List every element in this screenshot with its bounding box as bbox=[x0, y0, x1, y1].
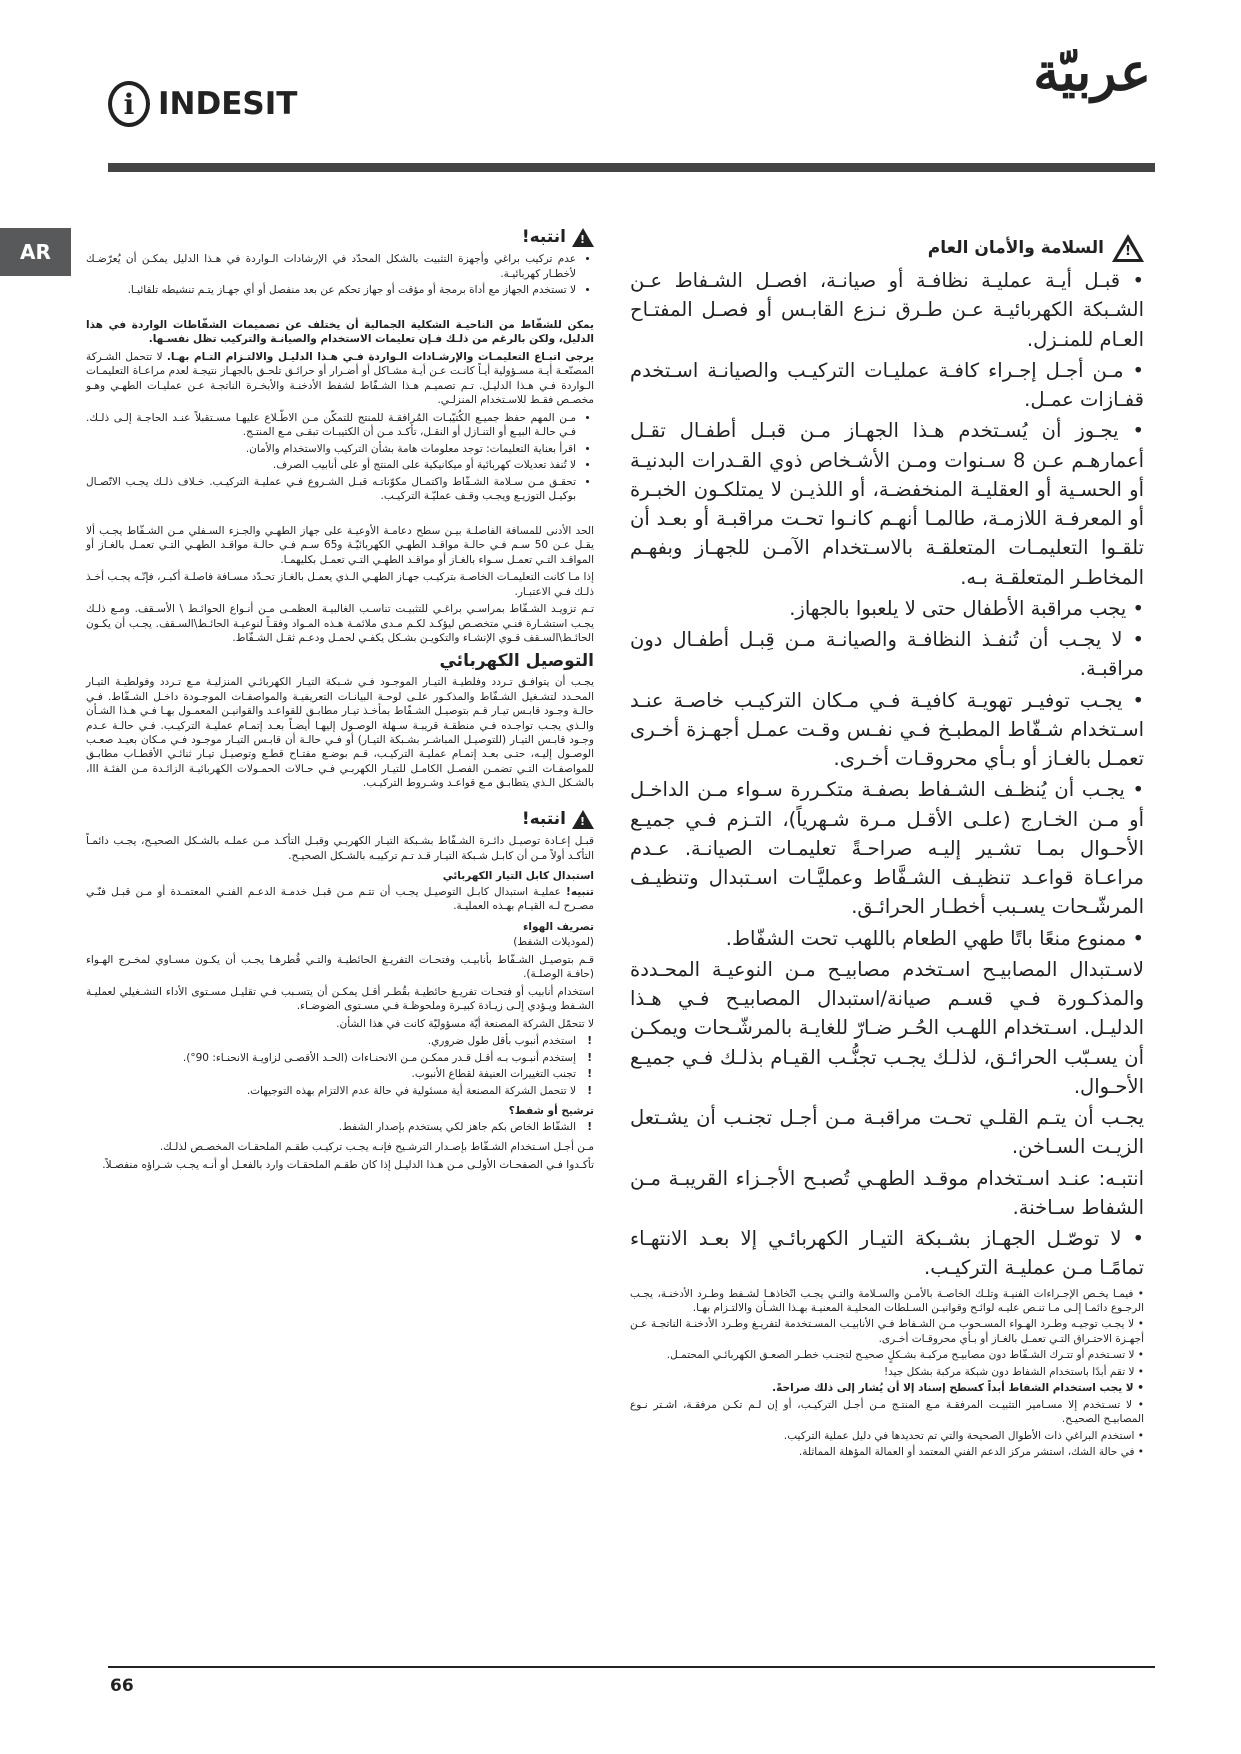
warning-title: انتبه! bbox=[521, 227, 566, 247]
list-item: • مـن المهم حفظ جميـع الكُتيّبـات المُرافقـة للمنتج للتمكّن مـن الاطّـلاع عليهـا مسـتقبلاً عنـد الحاجـة إلـى ذلـك. فـي حالـة البيـع أو التنـازل أو النقـل، تأكـد مـن أن الكتيبـات تبقـى مـع المنتـج. bbox=[86, 411, 576, 440]
list-item: • تحقـق مـن سـلامة الشـفّاط واكتمـال مكوّناتـه قبـل الشـروع فـي عمليـة التركيـب. خـلاف ذلـك يجـب الاتّصـال بوكيـل التوزيـع ويجـب وقـف عمليّـة التركيـب. bbox=[86, 475, 576, 504]
list-item: • لا تُنفذ تعديلات كهربائية أو ميكانيكية على المنتج أو على أنابيب الصرف. bbox=[86, 458, 576, 472]
warning-icon bbox=[572, 228, 594, 247]
warning-paragraph: قبـل إعـادة توصيـل دائـرة الشـفّاط بشـبكة التيـار الكهربـي وقبـل التأكـد مـن عملـه بالشـكل الصحيـح، يجـب دائمـاً التأكـد أولاً مـن أن كابـل شـبكة التيـار قـد تـم تركيبـه بالشـكل الصحيـح. bbox=[86, 835, 594, 862]
safety-title: السلامة والأمان العام bbox=[927, 238, 1104, 258]
cable-text: عمليـة استبدال كابـل التوصيـل يجـب أن تتـم مـن قبـل خدمـة الدعـم الفنـي المعتمـدة أو مـن قبـل فنّـي مصـرح لـه القيـام بهـذه العمليـة. bbox=[86, 885, 594, 913]
safety-paragraph: لاسـتبدال المصابيـح اسـتخدم مصابيـح مـن النوعيـة المحـددة والمذكـورة فـي قسـم صيانة/استبدال المصابيـح فـي هـذا الدليـل. اسـتخدام اللهـب الحُـر ضـارّ للغايـة بالمرشّـحات ويمكـن أن يسـبّب الحرائـق، لذلـك يجـب تجنُّـب القيـام بذلـك فـي جميـع الأحـوال. bbox=[630, 957, 1144, 1098]
safety-note: • لا تقم أبدًا باستخدام الشفاط دون شبكة مركبة بشكل جيد! bbox=[883, 1365, 1144, 1378]
exhaust-heading: تصريف الهواء bbox=[523, 920, 594, 933]
electrical-heading: التوصيل الكهربائي bbox=[439, 650, 594, 671]
brand-logo bbox=[108, 76, 297, 132]
page-number: 66 bbox=[110, 1676, 134, 1696]
warning-icon bbox=[572, 810, 594, 829]
page-title: عربيّة bbox=[1033, 42, 1151, 103]
design-note: يمكن للشفّاط من الناحيـة الشكلية الجمالية أن يختلف عن تصميمات الشفّاطات الواردة في هذا الدليل، ولكن بالرغم من ذلـك فـإن تعليمات الاستخدام والصيانـة والتركيب تظل نفسـها. bbox=[86, 318, 594, 346]
warning-heading bbox=[86, 808, 594, 831]
instructions-text: لا تتحمل الشـركة المصنّعـة أيـة مسـؤولية أيـاً كانـت عـن أيـة مشـاكل أو أضـرار أو حرائـق تلحـق بالجهـاز نتيجـة لعدم مراعـاة التعليمـات الـواردة فـي هـذا الدليـل. تـم تصميـم هـذا الشـفّاط لشفط الأدخنـة والأبخـرة الناتجـة عـن عمليـات الطهـي وهـو مخصـص فقـط للاسـتخدام المنزلـي. bbox=[86, 350, 594, 407]
safety-heading bbox=[630, 234, 1144, 262]
safety-paragraph: • يجـوز أن يُسـتخدم هـذا الجهـاز مـن قبـل أطفـال تقـل أعمارهـم عـن 8 سـنوات ومـن الأشـخاص ذوي القـدرات البدنيـة أو الحسـية أو العقليـة المنخفضـة، أو اللذيـن لا يمتلكـون الخبـرة أو المعرفـة اللازمـة، طالمـا أنهـم كانـوا تحـت مراقبـة أو بعـد أن تلقـوا التعليمـات المتعلقـة بالاسـتخدام الآمـن للجهـاز وبفهـم المخاطـر المتعلقـة بـه. bbox=[630, 419, 1144, 589]
safety-note: • في حالة الشك، استشر مركز الدعم الفني المعتمد أو العمالة المؤهلة المماثلة. bbox=[798, 1446, 1144, 1459]
left-column bbox=[86, 226, 594, 1175]
safety-small-text bbox=[630, 1287, 1144, 1460]
header-divider bbox=[108, 163, 1155, 172]
safety-paragraph: • لا توصّـل الجهـاز بشـبكة التيـار الكهربائـي إلا بعـد الانتهـاء تمامًـا مـن عمليـة التركيـب. bbox=[630, 1227, 1144, 1280]
language-tab: AR bbox=[0, 228, 71, 276]
list-item: ! الشفّاط الخاص بكم جاهز لكي يستخدم بإصدار الشفط. bbox=[86, 1120, 576, 1134]
safety-paragraph: • يجـب توفيـر تهويـة كافيـة فـي مـكان التركيـب خاصـة عنـد اسـتخدام شـفّاط المطبـخ فـي نفـس وقـت عمـل أجهـزة أخـرى تعمـل بالغـاز أو بـأي محروقـات أخـرى. bbox=[630, 688, 1144, 770]
filter-heading: ترشيح أو شفط؟ bbox=[508, 1105, 594, 1118]
filter-list bbox=[86, 1120, 594, 1134]
safety-paragraph: • قبـل أيـة عمليـة نظافـة أو صيانـة، افصـل الشـفاط عـن الشـبكة الكهربائيـة عـن طـرق نـزع القابـس أو فصـل المفتـاح العـام للمنـزل. bbox=[630, 269, 1144, 351]
safety-paragraph: • يجـب أن يُنظـف الشـفاط بصفـة متكـررة سـواء مـن الداخـل أو مـن الخـارج (علـى الأقـل مـرة شـهرياً)، التـزم فـي جميـع الأحـوال بمـا تشـير إليـه صراحـةً تعليمـات الصيانـة. عـدم مراعـاة قواعـد تنظيـف الشـفَّاط وعمليَّـات اسـتبدال وتنظيـف المرشّـحات يسـبب أخطـار الحرائـق. bbox=[630, 778, 1144, 919]
electrical-paragraph: يجـب أن يتوافـق تـردد وفلطيـة التيـار الموجـود فـي شـبكة التيـار الكهربائـي المنزليـة مـع تـردد وفولطيـة التيـار المحـدد لتشـغيل الشـفّاط والمذكـور علـى لوحـة البيانـات التعريفيـة والمواصفـات الموجـودة داخـل الشـفّاط. فـي حالـة وجـود قابـس تيـار قـم بتوصيـل الشـفّاط بمأخـذ تيـار مطابـق للقواعـد والقوانيـن المعمـول بهـا فـي هـذا الشـأن والـذي يجـب تواجـده فـي منطقـة قريبـة سـهلة الوصـول إليهـا أيضـاً بعـد إتمـام عمليـة التركيـب. فـي حالـة عـدم وجـود قابـس التيـار (للتوصيـل المباشـر بشـبكة التيـار) أو فـي حالـة أن قابـس التيـار موجـود فـي مـكان بعيـد صعـب الوصـول إليـه، حتـى بعـد إتمـام عمليـة التركيـب، قـم بوضـع مفتـاح قطـع وتوصيـل تيـار ثنائـي الأقطـاب مطابـق للمواصفـات التـي تضمـن الفصـل الكامـل للتيـار الكهربـي فـي حـالات الحمـولات الكهربائيـة الزائـدة مـن الفئـة III، بالشـكل الـذي يتطابـق مـع قواعـد وشـروط التركيـب. bbox=[86, 676, 594, 790]
exhaust-subheading: (لموديلات الشفط) bbox=[513, 936, 594, 949]
list-item: • عدم تركيب براغي وأجهزة التثبيت بالشكل المحدّد في الإرشادات الـواردة في هـذا الدليل يمكـن أن يُعرّضـك لأخطـار كهربائيـة. bbox=[86, 252, 576, 281]
exhaust-paragraph: استخدام أنابيب أو فتحـات تفريـغ حائطيـة بقُطـر أقـل يمكـن أن يتسـبب فـي تقليـل مسـتوى الأداء التشـغيلي لعمليـة الشـفط ويـؤدي إلـى زيـادة كبيـرة وملحوظـة فـي مسـتوى الضوضـاء. bbox=[86, 985, 594, 1013]
list-item: ! لا تتحمل الشركة المصنعة أية مسئولية في حالة عدم الالتزام بهذه التوجيهات. bbox=[86, 1084, 576, 1098]
safety-note: • لا يجـب توجيـه وطـرد الهـواء المسـحوب مـن الشـفاط فـي الأنابيـب المسـتخدمة لتفريـغ وطـرد الأدخنـة الناتجـة عـن أجهـزة الاحتـراق التـي تعمـل بالغـاز أو بـأي محروقـات أخـرى. bbox=[630, 1318, 1144, 1345]
list-item: ! إستخدم أنبـوب بـه أقـل قـدر ممكـن مـن الانحنـاءات (الحـد الأقصـى لزاويـة الانحنـاء: 90°). bbox=[86, 1051, 576, 1065]
safety-paragraph: • مـن أجـل إجـراء كافـة عمليـات التركيـب والصيانـة اسـتخدم قفـازات عمـل. bbox=[630, 358, 1144, 411]
safety-note: • استخدم البراغي ذات الأطوال الصحيحة والتي تم تحديدها في دليل عملية التركيب. bbox=[783, 1429, 1144, 1442]
safety-note-bold: • لا يجب استخدام الشفاط أبداً كسطح إسناد إلا أن يُشار إلى ذلك صراحةً. bbox=[772, 1382, 1144, 1395]
safety-paragraph: انتبـه: عنـد اسـتخدام موقـد الطهـي تُصبـح الأجـزاء القريبـة مـن الشفاط سـاخنة. bbox=[630, 1166, 1144, 1219]
indesit-mark-icon: i bbox=[108, 81, 150, 127]
instructions-bold: يرجى اتبـاع التعليمـات والإرشـادات الـواردة فـي هـذا الدليـل والالتـزام التـام بهـا. bbox=[166, 350, 594, 363]
footer-divider bbox=[108, 1666, 1155, 1668]
list-item: • اقرأ بعناية التعليمات: توجد معلومات هامة بشأن التركيب والاستخدام والأمان. bbox=[86, 442, 576, 456]
warning-list bbox=[86, 252, 594, 297]
distance-paragraph: الحد الأدنى للمسافة الفاصلـة بيـن سطح دعامـة الأوعيـة على جهاز الطهـي والجـزء السـفلي مـن الشـفّاط يجـب ألا يقـل عـن 50 سـم فـي حالـة مواقـد الطهـي الكهربائيّـة و65 سـم فـي حالـة مواقـد الطهـي التـي تعمـل بالغـاز أو المواقـد التـي تعمـل سـواء بالغـاز أو مواقـد الطهـي التـي تعمـل بكليهمـا. bbox=[86, 524, 594, 566]
safety-note: • فيمـا يخـص الإجـراءات الفنيـة وتلـك الخاصـة بالأمـن والسـلامة والتـي يجـب اتّخاذهـا لشـفط وطـرد الأدخنـة، يجـب الرجـوع دائمـا إلـى مـا تنـص عليـه لوائـح وقوانيـن السـلطات المحليـة المعنيـة بهـذا الشـأن والالتـزام بهـا. bbox=[630, 1287, 1144, 1314]
filter-paragraph: تأكـدوا فـي الصفحـات الأولـى مـن هـذا الدليـل إذا كان طقـم الملحقـات وارد بالفعـل أو أنـه يجـب شـراؤه منفصـلاً. bbox=[102, 1158, 594, 1171]
right-column bbox=[630, 226, 1144, 1462]
exhaust-paragraph: قـم بتوصيـل الشـفّاط بأنابيـب وفتحـات التفريـغ الحائطيـة والتـي قُطرهـا يجـب أن يكـون مسـاوي لمخـرج الهـواء (حافـة الوصلـة). bbox=[86, 953, 594, 981]
safety-note: • لا تسـتخدم أو تتـرك الشـفّاط دون مصابيـح مركبـة بشـكلٍ صحيـح لتجنـب خطـر الصعـق الكهربائـي المحتمـل. bbox=[666, 1349, 1144, 1362]
cable-heading: استبدال كابل التيار الكهربائي bbox=[442, 870, 594, 883]
list-item: ! تجنب التغييرات العنيفة لقطاع الأنبوب. bbox=[86, 1067, 576, 1081]
brand-name: INDESIT bbox=[158, 86, 298, 122]
safety-paragraph: • يجب مراقبة الأطفال حتى لا يلعبوا بالجهاز. bbox=[789, 596, 1144, 620]
safety-paragraph: • ممنوع منعًا باتًا طهي الطعام باللهب تحت الشفّاط. bbox=[725, 926, 1144, 950]
safety-note: • لا تسـتخدم إلا مسـامير التثبيـت المرفقـة مـع المنتـج مـن أجـل التركيـب، أو إن لـم تكـن مرفقـة، اشـتر نـوع المصابيـح الصحيـح. bbox=[630, 1398, 1144, 1426]
warning-heading bbox=[86, 226, 594, 249]
screws-paragraph: تـم تزويـد الشـفّاط بمراسـي براغـي للتثبيـت تناسـب الغالبيـة العظمـى مـن أنـواع الحوائـط \ الأسـقف. ومـع ذلـك يجـب استشـارة فنـي متخصـص ليؤكـد لكـم مـدى ملائمـة هـذه المـواد وفقـاً لنوعيـة الحائـط\السـقف. يجـب أن يكـون الحائـط\السـقف قـوي الإنشـاء والتكويـن بشـكل يكفـي لحمـل ودعـم ثقـل الشـفّاط. bbox=[86, 603, 594, 645]
safety-large-text bbox=[630, 266, 1144, 1283]
exhaust-list bbox=[86, 1034, 594, 1098]
gas-paragraph: إذا مـا كانت التعليمـات الخاصـة بتركيـب جهـاز الطهـي الـذي يعمـل بالغـاز تحـدّد مسـافة فاصلـة أكبـر، فإنّـه يجـب أخـذ ذلـك فـي الاعتبـار. bbox=[86, 571, 594, 598]
safety-paragraph: • لا يجـب أن تُنفـذ النظافـة والصيانـة مـن قِبـل أطفـال دون مراقبـة. bbox=[630, 628, 1144, 681]
filter-paragraph: مـن أجـل اسـتخدام الشـفّاط بإصـدار الترشـيح فإنـه يجـب تركيـب طقـم الملحقـات المخصـص لذلـك. bbox=[159, 1141, 594, 1154]
cable-bold: تنبيه! bbox=[566, 885, 594, 898]
exhaust-paragraph: لا تتحمّل الشركة المصنعة أيّة مسؤوليّة كانت في هذا الشأن. bbox=[336, 1017, 594, 1030]
list-item: ! استخدم أنبوب بأقل طول ضروري. bbox=[86, 1034, 576, 1048]
warning-outline-icon bbox=[1112, 234, 1144, 262]
warning-title: انتبه! bbox=[521, 808, 566, 829]
instructions-list bbox=[86, 411, 594, 504]
list-item: • لا تستخدم الجهاز مع أداة برمجة أو مؤقت أو جهاز تحكم عن بعد منفصل أو أي جهـاز يتـم تنشيطه تلقائيـا. bbox=[86, 283, 576, 297]
safety-paragraph: يجـب أن يتـم القلـي تحـت مراقبـة مـن أجـل تجنـب أن يشـتعل الزيـت السـاخن. bbox=[630, 1106, 1144, 1159]
